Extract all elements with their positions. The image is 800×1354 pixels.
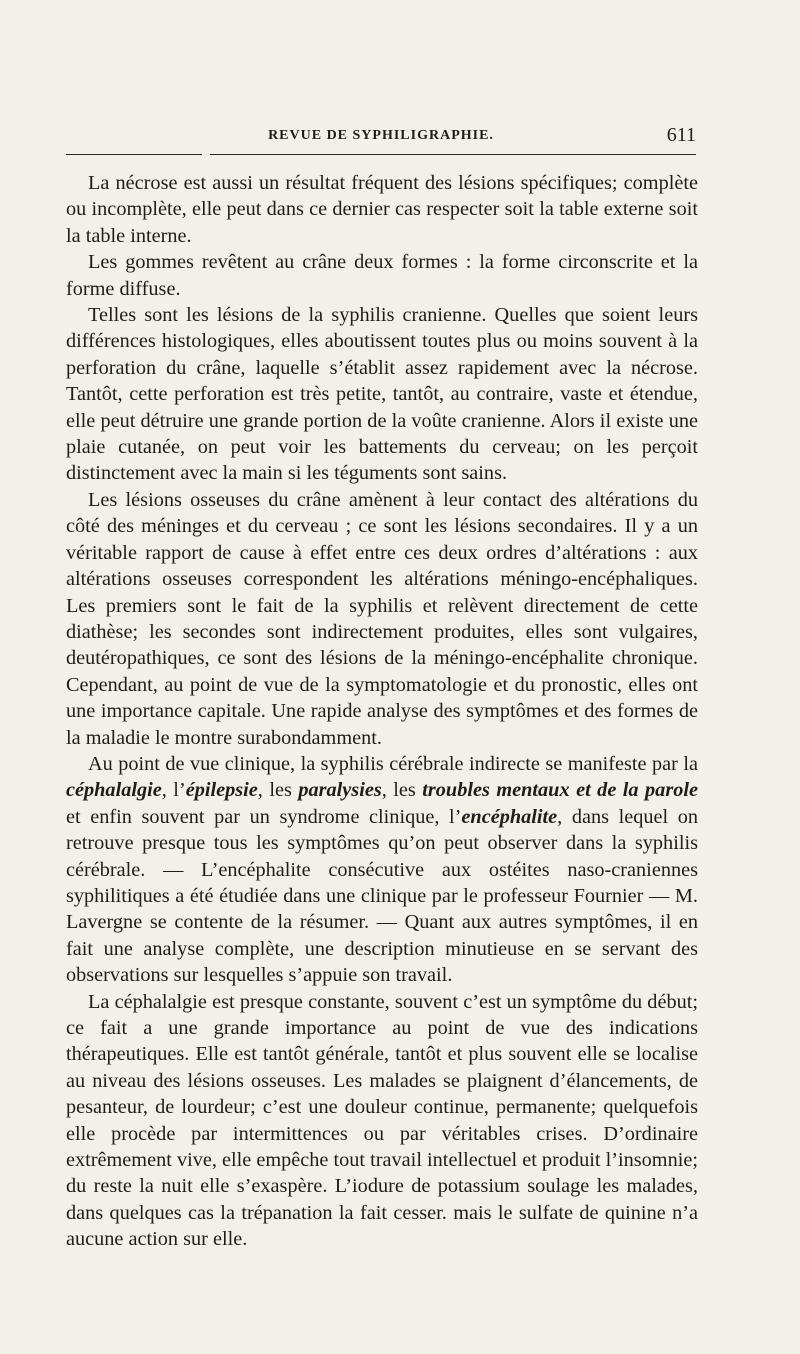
page-header [66,124,696,148]
paragraph-gommes: Les gommes revêtent au crâne deux formes : la forme circonscrite et la forme diffuse. [66,251,698,300]
text-run: et enfin souvent par un syndrome clinique, l’ [66,805,462,828]
text-run: , les [257,779,299,802]
text-run: Au point de vue clinique, la syphilis cérébrale indirecte se manifeste par la [88,752,698,775]
page-number: 611 [666,124,696,146]
term-epilepsie: épilepsie [185,779,258,802]
text-run: , les [381,779,423,802]
body-text [66,170,698,1253]
paragraph-cephalalgie: La céphalalgie est presque constante, souvent c’est un symptôme du début; ce fait a une grande importance au point de vue des indications thérapeutiques. Elle est tantôt générale, tantôt et plus souvent elle se localise au niveau des lésions osseuses. Les malades se plaignent d’élancements, de pesanteur, de lourdeur; c’est une douleur continue, permanente; quelquefois elle procède par intermittences ou par véritables crises. D’ordinaire extrêmement vive, elle empêche tout travail intellectuel et produit l’insomnie; du reste la nuit elle s’exaspère. L’iodure de potassium soulage les malades, dans quelques cas la trépanation la fait cesser. mais le sulfate de quinine n’a aucune action sur elle. [66,990,698,1251]
term-encephalite: encéphalite [461,805,558,828]
text-run: , l’ [161,779,186,802]
header-rule-left [66,154,202,155]
header-rule-right [210,154,696,155]
running-title: REVUE DE SYPHILIGRAPHIE. [268,128,494,143]
term-cephalalgie: céphalalgie [66,779,162,802]
paragraph-lesions-craniennes: Telles sont les lésions de la syphilis cranienne. Quelles que soient leurs différences histologiques, elles aboutissent toutes plus ou moins souvent à la perforation du crâne, laquelle s’établit assez rapidement avec la nécrose. Tantôt, cette perforation est très petite, tantôt, au contraire, vaste et étendue, elle peut détruire une grande portion de la voûte cranienne. Alors il existe une plaie cutanée, on peut voir les battements du cerveau; on les perçoit distinctement avec la main si les téguments sont sains. [66,304,698,485]
paragraph-necrose: La nécrose est aussi un résultat fréquent des lésions spécifiques; complète ou incomplète, elle peut dans ce dernier cas respecter soit la table externe soit la table interne. [66,172,698,247]
term-troubles-mentaux: troubles mentaux et de la parole [422,779,698,802]
paragraph-lesions-osseuses: Les lésions osseuses du crâne amènent à leur contact des altérations du côté des méninges et du cerveau ; ce sont les lésions secondaires. Il y a un véritable rapport de cause à effet entre ces deux ordres d’altérations : aux altérations osseuses correspondent les altérations méningo-encéphaliques. Les premiers sont le fait de la syphilis et relèvent directement de cette diathèse; les secondes sont indirectement produites, elles sont vulgaires, deutéropathiques, ce sont des lésions de la méningo-encéphalite chronique. Cependant, au point de vue de la symptomatologie et du pronostic, elles ont une importance capitale. Une rapide analyse des symptômes et des formes de la maladie le montre surabondamment. [66,488,698,749]
paragraph-point-de-vue-clinique [66,751,698,989]
term-paralysies: paralysies [298,779,382,802]
text-run: , dans lequel on retrouve presque tous les symptômes qu’on peut observer dans la syphilis cérébrale. — L’encéphalite consécutive aux ostéites naso-craniennes syphilitiques a été étudiée dans une clinique par le professeur Fournier — M. Lavergne se contente de la résumer. — Quant aux autres symptômes, il en fait une analyse complète, une description minutieuse en se servant des observations sur lesquelles s’appuie son travail. [66,805,698,987]
